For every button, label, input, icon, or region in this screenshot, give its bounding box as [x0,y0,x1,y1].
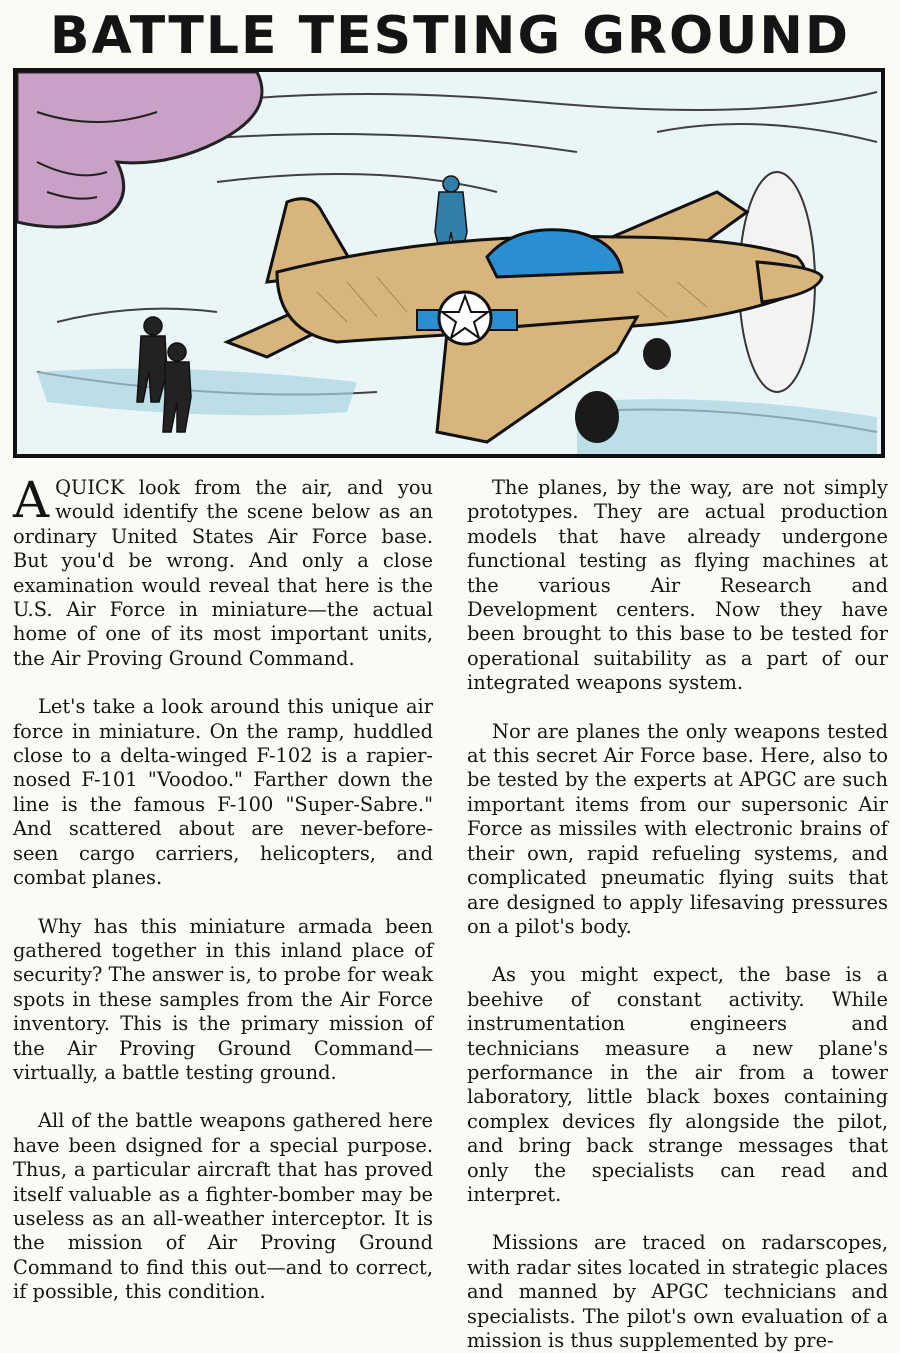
paragraph [13,471,433,671]
right-column [467,476,888,1352]
paragraph: Missions are traced on radarscopes, with radar sites located in strategic places and manned by APGC technicians and specialists. The pilot's own evaluation of a mission is thus supplemented by pre- [467,1231,888,1352]
drop-cap: A [13,471,50,529]
left-column [13,471,433,1304]
paragraph: As you might expect, the base is a beehive of constant activity. While instrumentation engineers and technicians measure a new plane's performance in the air from a tower laboratory, little black boxes containing complex devices fly alongside the pilot, and bring back strange messages that only the specialists can read and interpret. [467,963,888,1206]
paragraph: Let's take a look around this unique air force in miniature. On the ramp, huddled close to a delta-winged F-102 is a rapier-nosed F-101 "Voodoo." Farther down the line is the famous F-100 "Super-Sabre." And scattered about are never-before-seen cargo carriers, helicopters, and combat planes. [13,695,433,890]
paragraph: All of the battle weapons gathered here have been dsigned for a special purpose. Thus, a particular aircraft that has proved itself valuable as a fighter-bomber may be useless as an all-weather interceptor. It is the mission of Air Proving Ground Command to find this out—and to correct, if possible, this condition. [13,1109,433,1304]
paragraph: Why has this miniature armada been gathered together in this inland place of security? The answer is, to probe for weak spots in these samples from the Air Force inventory. This is the primary mission of the Air Proving Ground Command—virtually, a battle testing ground. [13,914,433,1084]
plane-illustration [17,72,881,454]
paragraph-text: QUICK look from the air, and you would identify the scene below as an ordinary United States Air Force base. But you'd be wrong. And only a close examination would reveal that here is the U.S. Air Force in miniature—the actual home of one of its most important units, the Air Proving Ground Command. [13,476,433,670]
paragraph: Nor are planes the only weapons tested at this secret Air Force base. Here, also to be tested by the experts at APGC are such important items from our supersonic Air Force as missiles with electronic brains of their own, rapid refueling systems, and complicated pneumatic flying suits that are designed to apply lifesaving pressures on a pilot's body. [467,719,888,938]
page-title: BATTLE TESTING GROUND [49,6,851,66]
illustration-panel [13,68,885,458]
paragraph: The planes, by the way, are not simply prototypes. They are actual production models that have already undergone functional testing as flying machines at the various Air Research and Development centers. Now they have been brought to this base to be tested for operational suitability as a part of our integrated weapons system. [467,476,888,695]
